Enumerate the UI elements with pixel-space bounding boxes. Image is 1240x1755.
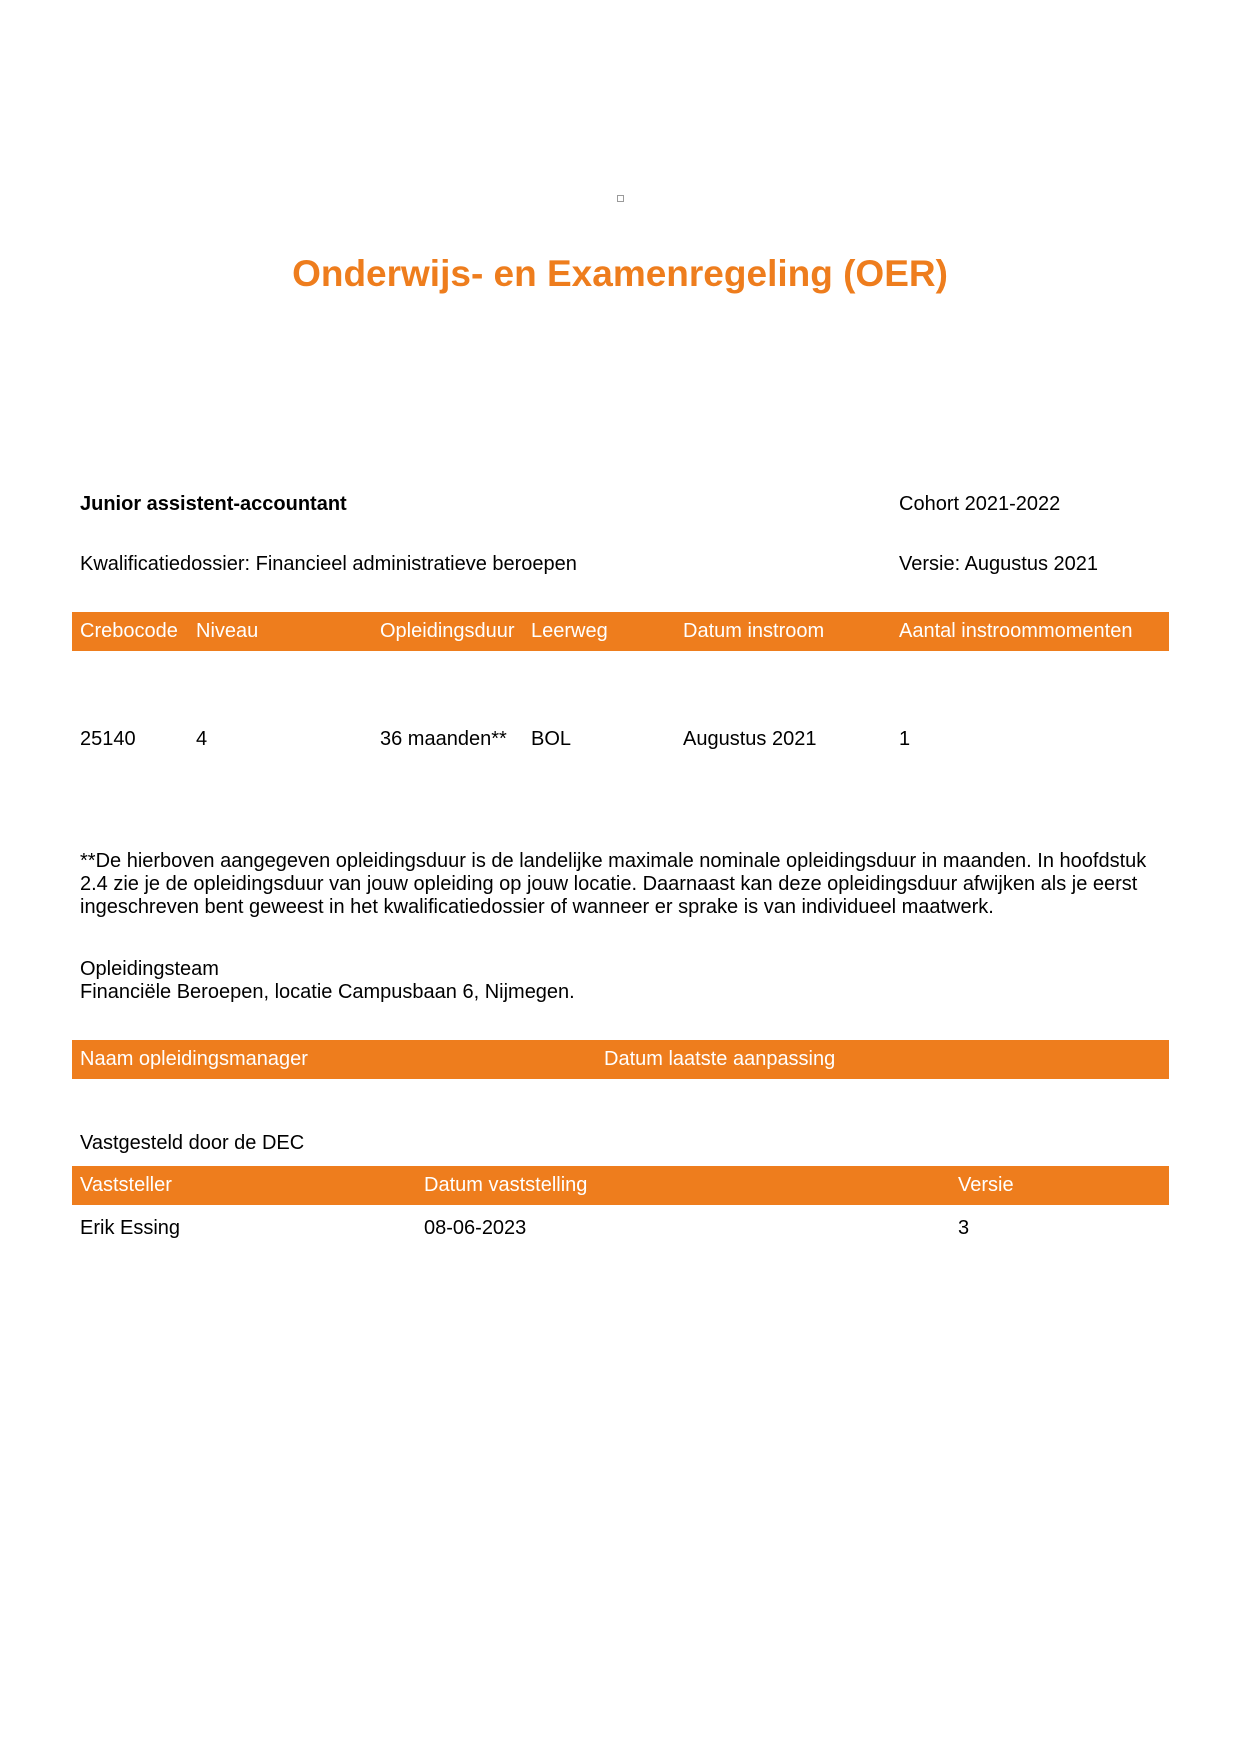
cell-datum-instroom: Augustus 2021 — [683, 728, 817, 750]
duration-footnote: **De hierboven aangegeven opleidingsduur is de landelijke maximale nominale opleidingsduur in maanden. In hoofdstuk 2.4 zie je de opleidingsduur van jouw opleiding op jouw locatie. Daarnaast kan deze opleidingsduur afwijken als je eerst ingeschreven bent geweest in het kwalificatiedossier of wanneer er sprake is van individueel maatwerk. — [80, 850, 1147, 918]
qualification-dossier: Kwalificatiedossier: Financieel administratieve beroepen — [80, 553, 577, 575]
cell-crebocode: 25140 — [80, 728, 136, 750]
cell-leerweg: BOL — [531, 728, 572, 750]
cohort: Cohort 2021-2022 — [899, 493, 1061, 515]
header-datum-laatste-aanpassing: Datum laatste aanpassing — [604, 1048, 836, 1070]
cell-vaststeller: Erik Essing — [80, 1217, 181, 1239]
program-name: Junior assistent-accountant — [80, 493, 347, 515]
header-naam-opleidingsmanager: Naam opleidingsmanager — [80, 1048, 308, 1070]
placeholder-square-icon — [617, 195, 624, 202]
header-aantal-instroommomenten: Aantal instroommomenten — [899, 620, 1133, 642]
header-opleidingsduur: Opleidingsduur — [380, 620, 515, 642]
header-versie: Versie — [958, 1174, 1014, 1196]
cell-opleidingsduur: 36 maanden** — [380, 728, 507, 750]
version-label: Versie: Augustus 2021 — [899, 553, 1099, 575]
cell-aantal-instroommomenten: 1 — [899, 728, 911, 750]
header-niveau: Niveau — [196, 620, 259, 642]
header-crebocode: Crebocode — [80, 620, 178, 642]
cell-datum-vaststelling: 08-06-2023 — [424, 1217, 527, 1239]
approval-table-header — [72, 1166, 1169, 1205]
approval-label: Vastgesteld door de DEC — [80, 1132, 305, 1154]
cell-versie: 3 — [958, 1217, 970, 1239]
team-label: Opleidingsteam — [80, 958, 219, 980]
header-leerweg: Leerweg — [531, 620, 608, 642]
cell-niveau: 4 — [196, 728, 208, 750]
page-title: Onderwijs- en Examenregeling (OER) — [292, 253, 948, 294]
team-location: Financiële Beroepen, locatie Campusbaan 6, Nijmegen. — [80, 981, 575, 1003]
manager-table-header — [72, 1040, 1169, 1079]
header-datum-vaststelling: Datum vaststelling — [424, 1174, 588, 1196]
header-vaststeller: Vaststeller — [80, 1174, 172, 1196]
program-table-header — [72, 612, 1169, 651]
header-datum-instroom: Datum instroom — [683, 620, 825, 642]
